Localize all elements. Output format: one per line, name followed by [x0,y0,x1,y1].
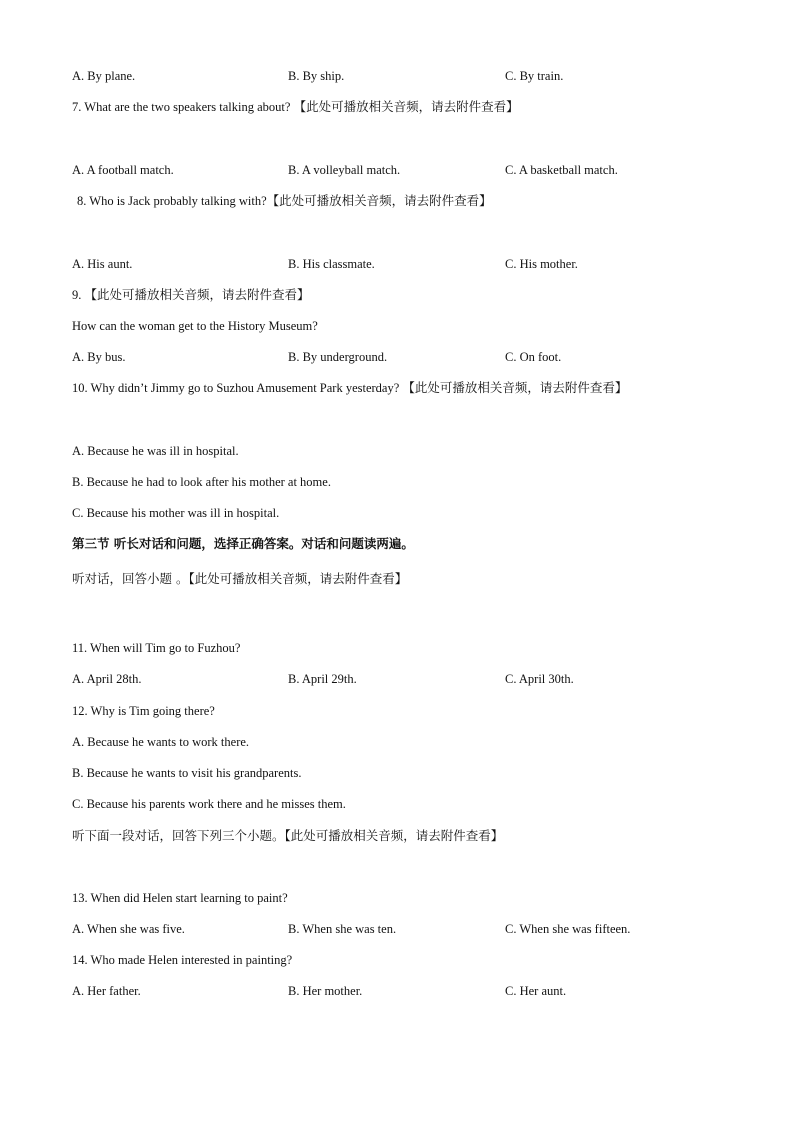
q7-option-c: C. A basketball match. [505,163,618,177]
q14-option-b: B. Her mother. [288,984,363,998]
section3-instruction2: 听下面一段对话，回答下列三个小题。 [72,828,285,843]
q9-options [72,349,722,365]
q11-question: 11. When will Tim go to Fuzhou? [72,641,241,655]
q12-option-c: C. Because his parents work there and he misses them. [72,797,346,811]
q8-question-line [77,193,492,209]
q8-option-a: A. His aunt. [72,257,133,271]
q11-option-b: B. April 29th. [288,672,357,686]
q14-option-a: A. Her father. [72,984,141,998]
audio-note: 【此处可播放相关音频，请去附件查看】 [284,828,504,843]
q12-option-a: A. Because he wants to work there. [72,735,250,749]
q13-option-c: C. When she was fifteen. [505,922,631,936]
q10-option-b: B. Because he had to look after his mother at home. [72,475,331,489]
q10-option-a: A. Because he was ill in hospital. [72,444,239,458]
section3-heading: 第三节 听长对话和问题，选择正确答案。对话和问题读两遍。 [72,536,414,551]
q7-question-line [72,99,519,115]
q11-options [72,671,722,687]
q6-option-a: A. By plane. [72,69,136,83]
section3-instruction1: 听对话，回答小题 。 [72,571,189,586]
q9-number-line [72,287,310,303]
q10-option-c: C. Because his mother was ill in hospital. [72,506,280,520]
q7-option-b: B. A volleyball match. [288,163,401,177]
audio-note: 【此处可播放相关音频，请去附件查看】 [266,193,492,208]
q8-question: 8. Who is Jack probably talking with? [77,194,267,208]
audio-note: 【此处可播放相关音频，请去附件查看】 [188,571,408,586]
section3-instruction1-line [72,571,407,587]
q7-question: 7. What are the two speakers talking about? [72,100,291,114]
audio-note: 【此处可播放相关音频，请去附件查看】 [293,99,519,114]
q13-options [72,921,722,937]
q12-option-b: B. Because he wants to visit his grandparents. [72,766,302,780]
q9-option-b: B. By underground. [288,350,388,364]
q14-option-c: C. Her aunt. [505,984,567,998]
q14-question: 14. Who made Helen interested in painting? [72,953,293,967]
q14-options [72,983,722,999]
q13-option-a: A. When she was five. [72,922,185,936]
q8-option-c: C. His mother. [505,257,578,271]
q12-question: 12. Why is Tim going there? [72,704,215,718]
q8-options [72,256,722,272]
q6-option-b: B. By ship. [288,69,345,83]
q7-options [72,162,722,178]
q9-question: How can the woman get to the History Museum? [72,319,318,333]
q11-option-c: C. April 30th. [505,672,574,686]
q10-question-line [72,380,627,396]
audio-note: 【此处可播放相关音频，请去附件查看】 [84,287,310,302]
q11-option-a: A. April 28th. [72,672,142,686]
q13-question: 13. When did Helen start learning to paint? [72,891,288,905]
q9-option-a: A. By bus. [72,350,126,364]
q8-option-b: B. His classmate. [288,257,375,271]
section3-instruction2-line [72,828,503,844]
q9-number: 9. [72,288,82,302]
q10-question: 10. Why didn’t Jimmy go to Suzhou Amusement Park yesterday? [72,381,400,395]
audio-note: 【此处可播放相关音频，请去附件查看】 [402,380,628,395]
q6-options [72,68,722,84]
q9-option-c: C. On foot. [505,350,562,364]
q7-option-a: A. A football match. [72,163,174,177]
q13-option-b: B. When she was ten. [288,922,397,936]
q6-option-c: C. By train. [505,69,564,83]
